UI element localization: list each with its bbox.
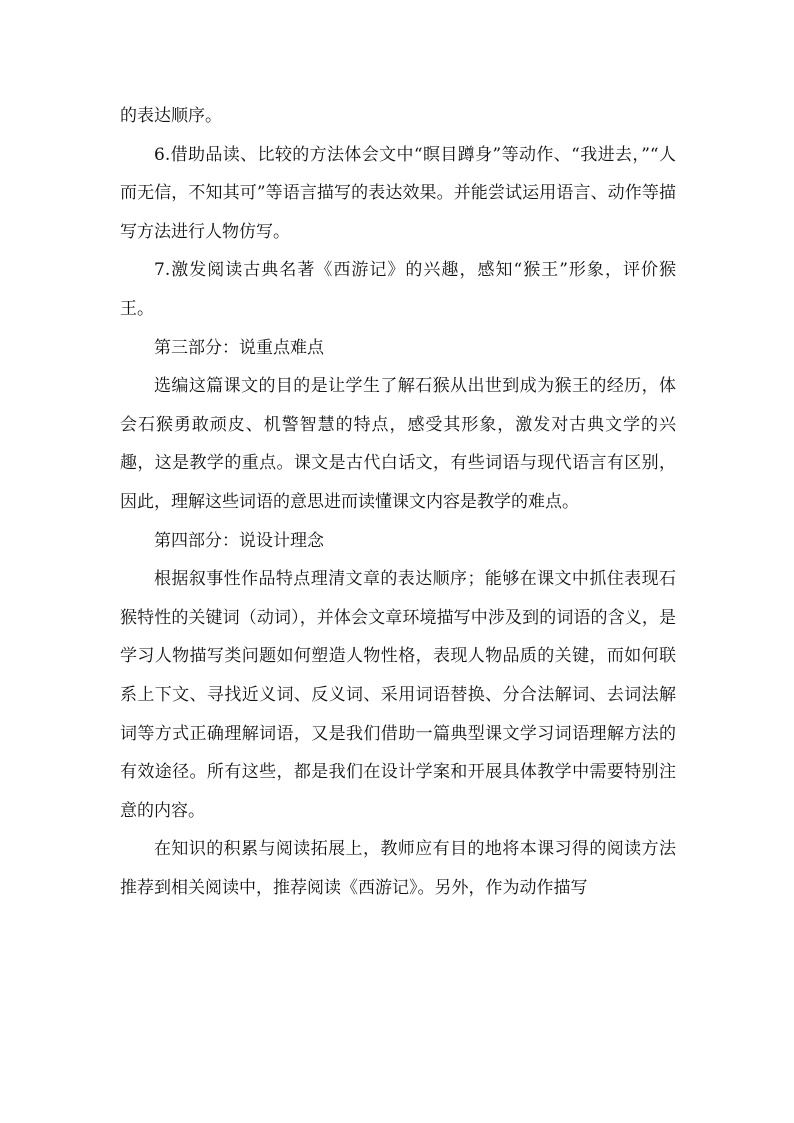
paragraph-key-difficult-points: 选编这篇课文的目的是让学生了解石猴从出世到成为猴王的经历，体会石猴勇敢顽皮、机警智慧的特点，感受其形象，激发对古典文学的兴趣，这是教学的重点。课文是古代白话文，有些词语与现代语言有区别，因此，理解这些词语的意思进而读懂课文内容是教学的难点。 bbox=[120, 376, 676, 512]
document-page bbox=[120, 97, 676, 907]
paragraph-objective-6: 6.借助品读、比较的方法体会文中“瞑目蹲身”等动作、“我进去，”“人而无信，不知其可”等语言描写的表达效果。并能尝试运用语言、动作等描写方法进行人物仿写。 bbox=[120, 144, 676, 242]
paragraph-reading-extension: 在知识的积累与阅读拓展上，教师应有目的地将本课习得的阅读方法推荐到相关阅读中，推荐阅读《西游记》。另外，作为动作描写 bbox=[120, 839, 676, 898]
section-heading-part-3: 第三部分：说重点难点 bbox=[154, 337, 324, 358]
paragraph-continuation: 的表达顺序。 bbox=[120, 106, 222, 126]
section-heading-part-4: 第四部分：说设计理念 bbox=[154, 530, 324, 551]
paragraph-design-concept: 根据叙事性作品特点理清文章的表达顺序；能够在课文中抓住表现石猴特性的关键词（动词），并体会文章环境描写中涉及到的词语的含义，是学习人物描写类问题如何塑造人物性格，表现人物品质的关键，而如何联系上下文、寻找近义词、反义词、采用词语替换、分合法解词、去词法解词等方式正确理解词语，又是我们借助一篇典型课文学习词语理解方法的有效途径。所有这些，都是我们在设计学案和开展具体教学中需要特别注意的内容。 bbox=[120, 569, 676, 821]
paragraph-objective-7: 7.激发阅读古典名著《西游记》的兴趣，感知“猴王”形象，评价猴王。 bbox=[120, 260, 676, 319]
